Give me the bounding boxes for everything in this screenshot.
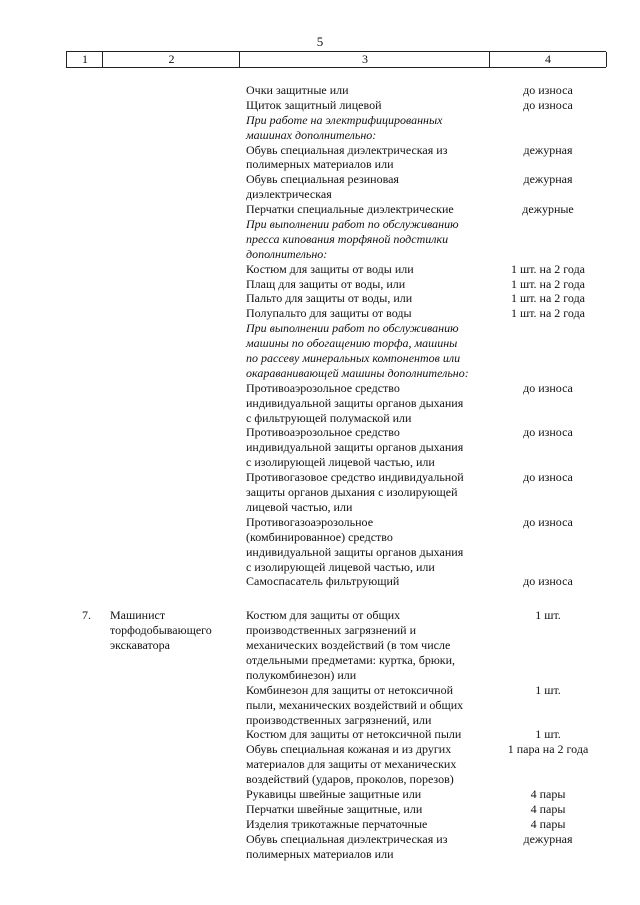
row-spacer [0,589,640,608]
issue-norm: 1 шт. на 2 года [510,291,586,306]
ppe-item [246,608,494,682]
text-line: Комбинезон для защиты от нетоксичной [246,682,454,697]
ppe-item [246,787,494,802]
text-line: Плащ для защиты от воды, или [246,276,406,291]
ppe-item [246,306,494,321]
issue-norm: дежурные [522,202,574,217]
text-line: Изделия трикотажные перчаточные [246,816,428,831]
issue-norm: 4 пары [530,786,566,801]
table-row [0,802,640,817]
text-line: Рукавицы швейные защитные или [246,786,422,801]
text-line: индивидуальной защиты органов дыхания [246,440,464,455]
table-row [0,683,640,728]
text-line: диэлектрическая [246,187,332,202]
text-line: по рассеву минеральных компонентов или [246,351,461,366]
table-row [0,742,640,787]
text-line: Обувь специальная кожаная и из других [246,742,452,757]
ppe-item [246,202,494,217]
text-line: Костюм для защиты от общих [246,608,401,623]
table-row [0,574,640,589]
issue-norm: до износа [523,470,573,485]
table-row [0,202,640,217]
issue-norm: 1 шт. на 2 года [510,306,586,321]
issue-norm: дежурная [523,172,573,187]
issue-norm: 1 шт. [535,727,561,742]
text-line: отдельными предметами: куртка, брюки, [246,652,456,667]
text-line: Самоспасатель фильтрующий [246,574,400,589]
text-line: индивидуальной защиты органов дыхания [246,395,464,410]
text-line: с изолирующей лицевой частью, или [246,559,435,574]
table-row [0,381,640,426]
issue-norm: 1 шт. на 2 года [510,276,586,291]
text-line: Противоаэрозольное средство [246,380,400,395]
table-body [0,83,640,861]
table-row [0,277,640,292]
text-line: воздействий (ударов, проколов, порезов) [246,772,454,787]
issue-norm: до износа [523,574,573,589]
ppe-item [246,817,494,832]
text-line: Противоаэрозольное средство [246,425,400,440]
issue-norm: 4 пары [530,801,566,816]
text-line: При работе на электрифицированных [246,112,443,127]
page-number: 5 [316,34,324,49]
table-row [0,143,640,173]
issue-norm: 1 шт. [535,682,561,697]
issue-norm: до износа [523,380,573,395]
text-line: окараванивающей машины дополнительно: [246,365,469,380]
ppe-item [246,277,494,292]
profession-line: Машинист [110,608,166,623]
table-row [0,217,640,262]
text-line: механических воздействий (в том числе [246,638,451,653]
ppe-item [246,425,494,470]
text-line: Обувь специальная диэлектрическая из [246,831,448,846]
table-row [0,727,640,742]
ppe-item [246,574,494,589]
ppe-item [246,291,494,306]
text-line: Перчатки швейные защитные, или [246,801,423,816]
issue-norm: 1 шт. на 2 года [510,261,586,276]
text-line: с фильтрующей полумаской или [246,410,412,425]
text-line: Костюм для защиты от воды или [246,261,414,276]
text-line: Противогазоаэрозольное [246,514,374,529]
ppe-item [246,172,494,202]
header-col-1: 1 [66,52,103,67]
ppe-item [246,742,494,787]
ppe-item [246,832,494,862]
issue-norm: дежурная [523,142,573,157]
ppe-item [246,683,494,728]
ppe-item [246,83,494,98]
ppe-item [246,727,494,742]
issue-norm: до износа [523,97,573,112]
text-line: полимерных материалов или [246,157,394,172]
text-line: Противогазовое средство индивидуальной [246,470,464,485]
text-line: лицевой частью, или [246,499,353,514]
issue-norm: до износа [523,425,573,440]
table-row [0,172,640,202]
profession-name [110,608,242,653]
text-line: полимерных материалов или [246,846,394,861]
table-row [0,98,640,113]
section-note [246,321,494,381]
table-row [0,817,640,832]
text-line: производственных загрязнений, или [246,712,432,727]
text-line: Перчатки специальные диэлектрические [246,202,454,217]
text-line: Пальто для защиты от воды, или [246,291,413,306]
issue-norm: до износа [523,83,573,97]
text-line: защиты органов дыхания с изолирующей [246,485,458,500]
text-line: машины по обогащению торфа, машины [246,336,458,351]
item-number: 7. [82,608,91,623]
section-note [246,113,494,143]
text-line: Обувь специальная резиновая [246,172,399,187]
table-header-row [66,51,606,68]
text-line: Обувь специальная диэлектрическая из [246,142,448,157]
header-col-3: 3 [239,52,490,67]
table-row [0,832,640,862]
text-line: При выполнении работ по обслуживанию [246,217,459,232]
text-line: Полупальто для защиты от воды [246,306,412,321]
text-line: производственных загрязнений и [246,623,417,638]
table-row [0,470,640,515]
header-col-2: 2 [102,52,240,67]
table-row [0,515,640,575]
table-row [0,306,640,321]
text-line: Щиток защитный лицевой [246,97,382,112]
text-line: полукомбинезон) или [246,667,357,682]
text-line: материалов для защиты от механических [246,757,457,772]
text-line: пресса кипования торфяной подстилки [246,231,449,246]
issue-norm: до износа [523,514,573,529]
profession-line: торфодобывающего [110,623,212,638]
table-row [0,425,640,470]
profession-line: экскаватора [110,638,170,653]
text-line: При выполнении работ по обслуживанию [246,321,459,336]
text-line: с изолирующей лицевой частью, или [246,455,435,470]
text-line: машинах дополнительно: [246,127,377,142]
issue-norm: 4 пары [530,816,566,831]
table-row [0,787,640,802]
text-line: Очки защитные или [246,83,349,97]
text-line: индивидуальной защиты органов дыхания [246,544,464,559]
section-note [246,217,494,262]
ppe-item [246,802,494,817]
ppe-item [246,470,494,515]
table-row [0,608,640,682]
text-line: Костюм для защиты от нетоксичной пыли [246,727,462,742]
text-line: пыли, механических воздействий и общих [246,697,464,712]
table-row [0,83,640,98]
table-row [0,262,640,277]
ppe-item [246,515,494,575]
table-row [0,291,640,306]
table-row [0,321,640,381]
header-col-4: 4 [489,52,607,67]
ppe-item [246,143,494,173]
text-line: (комбинированное) средство [246,529,393,544]
ppe-item [246,262,494,277]
text-line: дополнительно: [246,246,328,261]
ppe-item [246,98,494,113]
ppe-item [246,381,494,426]
table-row [0,113,640,143]
issue-norm: 1 шт. [535,608,561,623]
issue-norm: 1 пара на 2 года [507,742,589,757]
issue-norm: дежурная [523,831,573,846]
